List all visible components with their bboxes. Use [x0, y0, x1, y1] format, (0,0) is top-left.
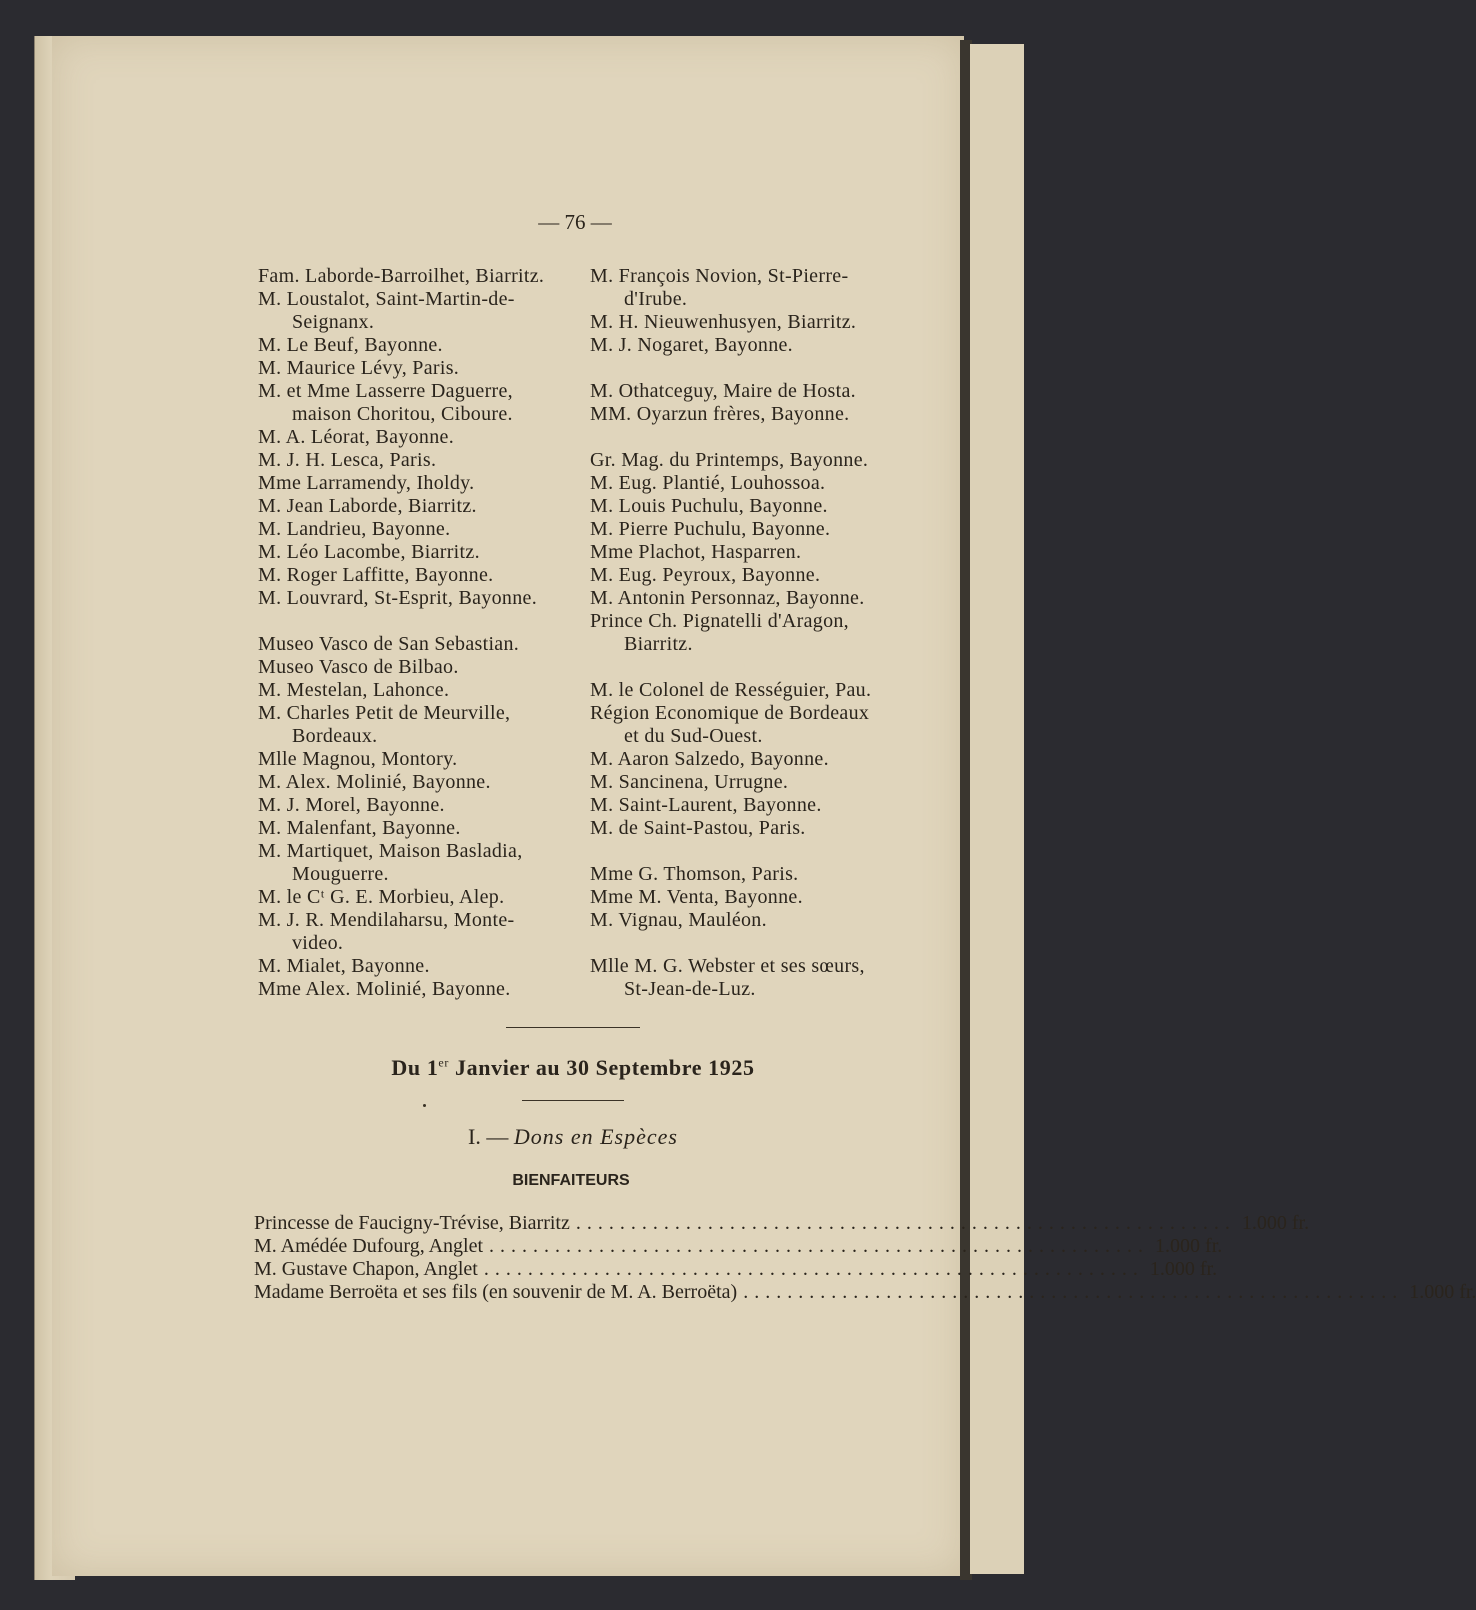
- section-title-text: Dons en Espèces: [513, 1124, 678, 1149]
- left-column-donor-list: [258, 265, 578, 1001]
- donor-line: M. Louvrard, St-Esprit, Bayonne.: [258, 587, 538, 609]
- donor-line: M. Aaron Salzedo, Bayonne.: [590, 748, 829, 770]
- donor-line: video.: [292, 932, 344, 954]
- donor-line: Région Economique de Bordeaux: [590, 702, 870, 724]
- dot-leader: ............................................................: [489, 1235, 1150, 1257]
- block-spacer: [590, 656, 910, 679]
- donor-line: M. Charles Petit de Meurville,: [258, 702, 511, 724]
- donation-row: [254, 1281, 1476, 1304]
- donation-amount: 1.000 fr.: [1149, 1258, 1218, 1280]
- donor-name: M. Gustave Chapon, Anglet: [254, 1258, 478, 1280]
- donor-line: M. H. Nieuwenhusyen, Biarritz.: [590, 311, 857, 333]
- donor-line: M. J. Morel, Bayonne.: [258, 794, 445, 816]
- page-number: — 76 —: [538, 210, 612, 234]
- donor-line: Museo Vasco de San Sebastian.: [258, 633, 520, 655]
- donor-line: St-Jean-de-Luz.: [624, 978, 756, 1000]
- donor-name: M. Amédée Dufourg, Anglet: [254, 1235, 484, 1257]
- donor-line: M. Louis Puchulu, Bayonne.: [590, 495, 828, 517]
- divider-rule: [506, 1027, 640, 1028]
- block-spacer: [590, 426, 910, 449]
- dot-leader: ............................................................: [743, 1281, 1404, 1303]
- donor-name: Madame Berroëta et ses fils (en souvenir de M. A. Berroëta): [254, 1281, 738, 1303]
- donor-line: Mme Larramendy, Iholdy.: [258, 472, 475, 494]
- donor-line: Mme M. Venta, Bayonne.: [590, 886, 803, 908]
- dot-leader: ............................................................: [575, 1212, 1236, 1234]
- donor-line: d'Irube.: [624, 288, 688, 310]
- donation-amount: 1.000 fr.: [1155, 1235, 1223, 1257]
- donor-line: Bordeaux.: [292, 725, 378, 747]
- donor-line: M. J. R. Mendilaharsu, Monte-: [258, 909, 515, 931]
- donor-line: M. Maurice Lévy, Paris.: [258, 357, 460, 379]
- donor-line: M. J. Nogaret, Bayonne.: [590, 334, 793, 356]
- donations-table: [254, 1212, 1476, 1304]
- donor-line: Gr. Mag. du Printemps, Bayonne.: [590, 449, 869, 471]
- donor-line: Mouguerre.: [292, 863, 389, 885]
- donor-line: Mme Plachot, Hasparren.: [590, 541, 802, 563]
- donor-line: M. A. Léorat, Bayonne.: [258, 426, 455, 448]
- donor-line: M. Roger Laffitte, Bayonne.: [258, 564, 494, 586]
- donor-line: M. Sancinena, Urrugne.: [590, 771, 789, 793]
- donor-line: Museo Vasco de Bilbao.: [258, 656, 459, 678]
- donor-line: M. Saint-Laurent, Bayonne.: [590, 794, 822, 816]
- donor-line: M. le Colonel de Rességuier, Pau.: [590, 679, 872, 701]
- ink-speck: [423, 1104, 426, 1107]
- donor-line: M. J. H. Lesca, Paris.: [258, 449, 437, 471]
- donor-line: M. Le Beuf, Bayonne.: [258, 334, 443, 356]
- block-spacer: [590, 840, 910, 863]
- donor-name: Princesse de Faucigny-Trévise, Biarritz: [254, 1212, 570, 1234]
- donor-line: M. Eug. Plantié, Louhossoa.: [590, 472, 826, 494]
- donation-amount: 1.000 fr.: [1409, 1281, 1476, 1303]
- donor-line: Mme Alex. Molinié, Bayonne.: [258, 978, 511, 1000]
- block-spacer: [258, 610, 578, 633]
- section-title: [0, 1124, 1146, 1150]
- donor-line: Mlle Magnou, Montory.: [258, 748, 458, 770]
- dot-leader: ............................................................: [483, 1258, 1144, 1280]
- donor-line: M. le Cᵗ G. E. Morbieu, Alep.: [258, 886, 505, 908]
- section-number: I. —: [468, 1124, 514, 1149]
- donor-line: MM. Oyarzun frères, Bayonne.: [590, 403, 850, 425]
- donor-line: M. Mialet, Bayonne.: [258, 955, 430, 977]
- donor-line: M. Loustalot, Saint-Martin-de-: [258, 288, 515, 310]
- donor-line: maison Choritou, Ciboure.: [292, 403, 513, 425]
- donor-line: M. Othatceguy, Maire de Hosta.: [590, 380, 856, 402]
- period-heading: [0, 1055, 1146, 1081]
- donor-line: Seignanx.: [292, 311, 375, 333]
- block-spacer: [590, 357, 910, 380]
- donor-line: Mlle M. G. Webster et ses sœurs,: [590, 955, 865, 977]
- donor-line: M. Léo Lacombe, Biarritz.: [258, 541, 480, 563]
- donor-line: Fam. Laborde-Barroilhet, Biarritz.: [258, 265, 545, 287]
- donor-line: M. Pierre Puchulu, Bayonne.: [590, 518, 831, 540]
- donation-row: [254, 1235, 1223, 1258]
- donation-row: [254, 1258, 1218, 1281]
- donor-line: M. et Mme Lasserre Daguerre,: [258, 380, 513, 402]
- right-column-donor-list: [590, 265, 910, 1001]
- donor-line: M. Jean Laborde, Biarritz.: [258, 495, 477, 517]
- donor-line: M. Landrieu, Bayonne.: [258, 518, 451, 540]
- facing-page-edge: [970, 44, 1024, 1574]
- donor-line: M. de Saint-Pastou, Paris.: [590, 817, 806, 839]
- donor-line: M. Antonin Personnaz, Bayonne.: [590, 587, 865, 609]
- donor-line: Biarritz.: [624, 633, 693, 655]
- donor-line: M. Eug. Peyroux, Bayonne.: [590, 564, 821, 586]
- donor-line: M. Malenfant, Bayonne.: [258, 817, 461, 839]
- heading-sup: er: [438, 1055, 449, 1070]
- donation-row: [254, 1212, 1310, 1235]
- donation-amount: 1.000 fr.: [1241, 1212, 1310, 1234]
- donor-line: Prince Ch. Pignatelli d'Aragon,: [590, 610, 849, 632]
- donor-line: et du Sud-Ouest.: [624, 725, 763, 747]
- heading-underline-rule: [522, 1100, 624, 1101]
- bienfaiteurs-subheading: BIENFAITEURS: [512, 1172, 630, 1189]
- donor-line: M. Mestelan, Lahonce.: [258, 679, 450, 701]
- block-spacer: [590, 932, 910, 955]
- donor-line: M. Alex. Molinié, Bayonne.: [258, 771, 491, 793]
- heading-pre: Du 1: [391, 1055, 439, 1080]
- donor-line: M. Martiquet, Maison Basladia,: [258, 840, 523, 862]
- donor-line: M. Vignau, Mauléon.: [590, 909, 767, 931]
- heading-post: Janvier au 30 Septembre 1925: [448, 1055, 755, 1080]
- donor-line: Mme G. Thomson, Paris.: [590, 863, 799, 885]
- donor-line: M. François Novion, St-Pierre-: [590, 265, 849, 287]
